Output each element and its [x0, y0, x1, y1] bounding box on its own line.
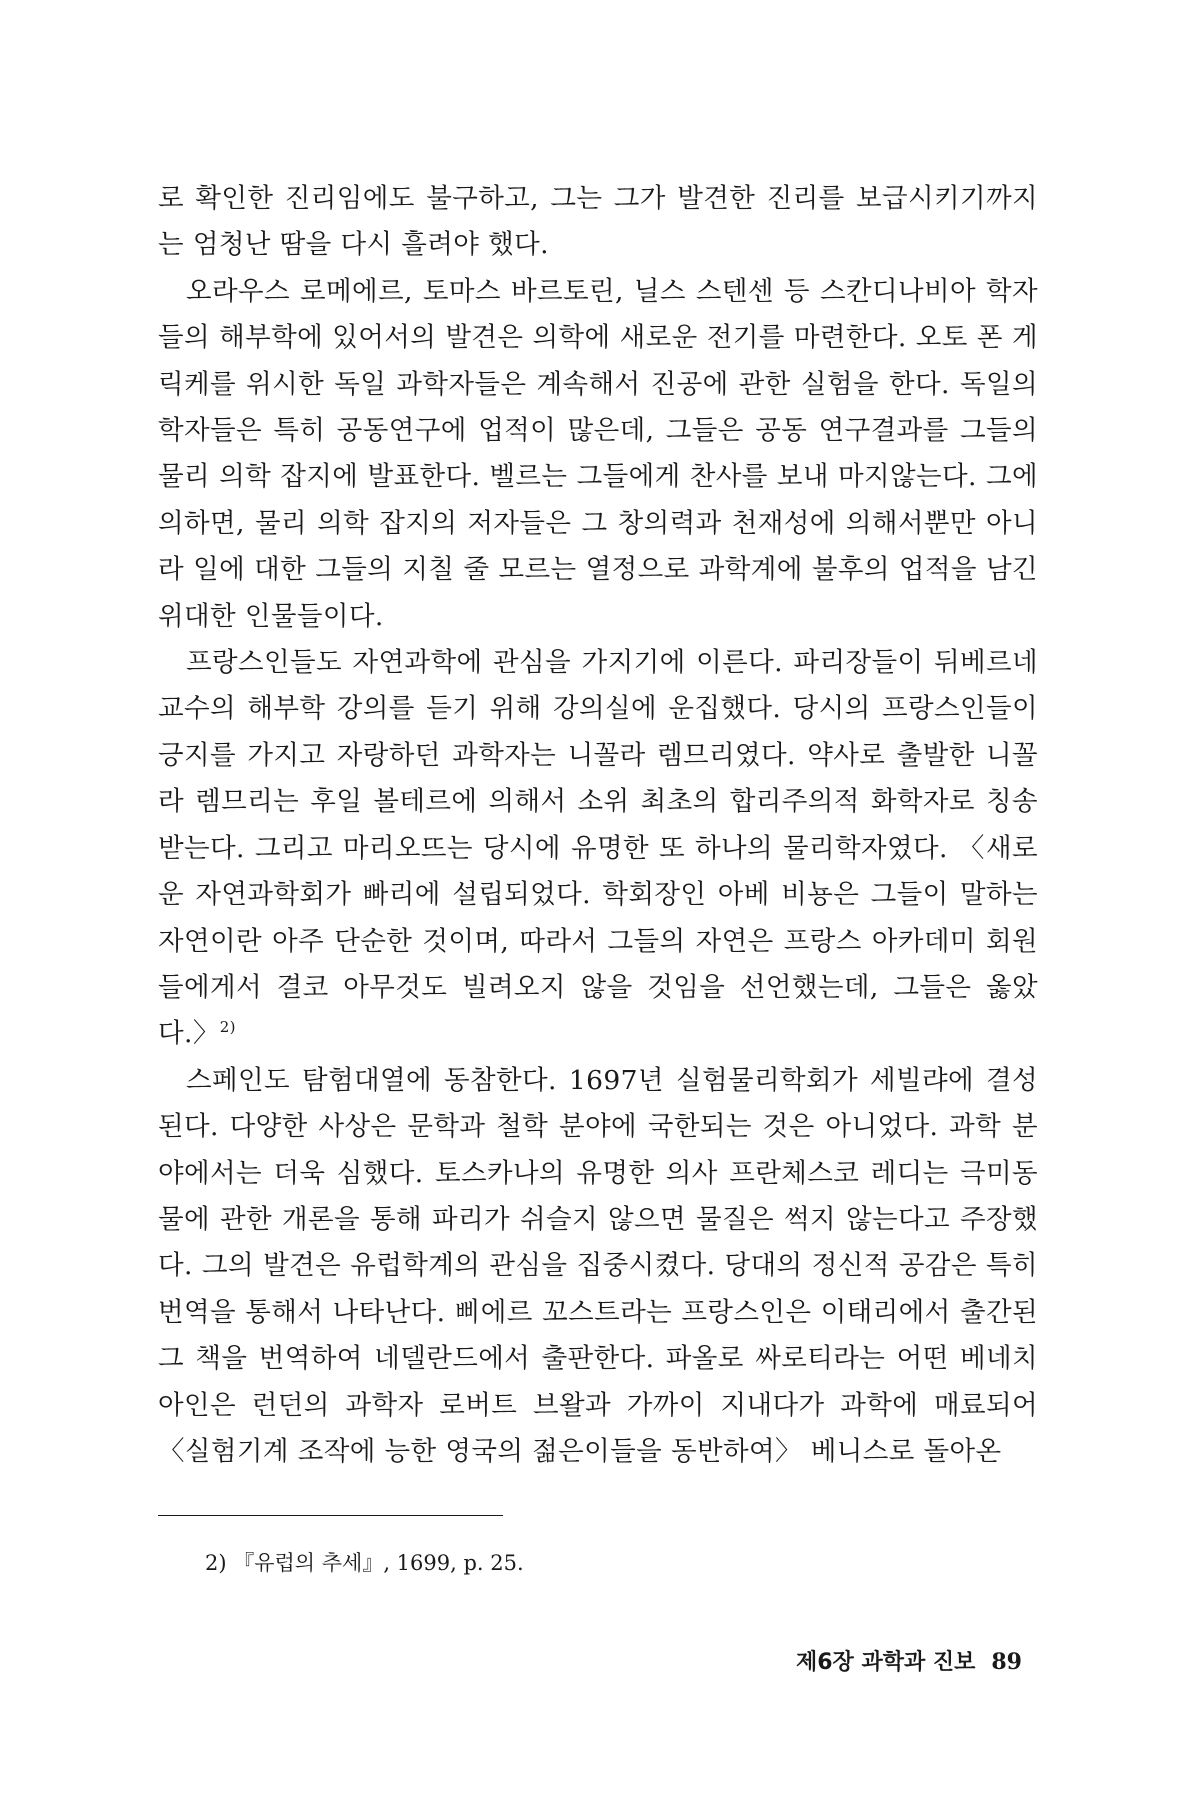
chapter-title: 제6장 과학과 진보	[795, 1650, 976, 1675]
footnote: 2) 『유럽의 추세』, 1699, p. 25.	[205, 1551, 524, 1575]
paragraph-continued: 로 확인한 진리임에도 불구하고, 그는 그가 발견한 진리를 보급시키기까지는 엄청난 땀을 다시 흘려야 했다.	[158, 183, 1038, 261]
body-text	[158, 176, 1038, 1475]
paragraph-spain-italy: 스페인도 탐험대열에 동참한다. 1697년 실험물리학회가 세빌랴에 결성된다. 다양한 사상은 문학과 철학 분야에 국한되는 것은 아니었다. 과학 분야에서는 더욱 심했다. 토스카나의 유명한 의사 프란체스코 레디는 극미동물에 관한 개론을 통해 파리가 쉬슬지 않으면 물질은 썩지 않는다고 주장했다. 그의 발견은 유럽학계의 관심을 집중시켰다. 당대의 정신적 공감은 특히 번역을 통해서 나타난다. 삐에르 꼬스트라는 프랑스인은 이태리에서 출간된 그 책을 번역하여 네델란드에서 출판한다. 파올로 싸로티라는 어떤 베네치아인은 런던의 과학자 로버트 브왈과 가까이 지내다가 과학에 매료되어 〈실험기계 조작에 능한 영국의 젊은이들을 동반하여〉 베니스로 돌아온	[158, 1064, 1038, 1467]
paragraph-scandinavian-scholars: 오라우스 로메에르, 토마스 바르토린, 닐스 스텐센 등 스칸디나비아 학자들의 해부학에 있어서의 발견은 의학에 새로운 전기를 마련한다. 오토 폰 게릭케를 위시한 독일 과학자들은 계속해서 진공에 관한 실험을 한다. 독일의 학자들은 특히 공동연구에 업적이 많은데, 그들은 공동 연구결과를 그들의 물리 의학 잡지에 발표한다. 벨르는 그들에게 찬사를 보내 마지않는다. 그에 의하면, 물리 의학 잡지의 저자들은 그 창의력과 천재성에 의해서뿐만 아니라 일에 대한 그들의 지칠 줄 모르는 열정으로 과학계에 불후의 업적을 남긴 위대한 인물들이다.	[158, 275, 1038, 632]
running-footer	[796, 1647, 1022, 1678]
footnote-marker: 2)	[219, 1018, 236, 1037]
paragraph-french-science: 프랑스인들도 자연과학에 관심을 가지기에 이른다. 파리장들이 뒤베르네 교수의 해부학 강의를 듣기 위해 강의실에 운집했다. 당시의 프랑스인들이 긍지를 가지고 자랑하던 과학자는 니꼴라 렘므리였다. 약사로 출발한 니꼴라 렘므리는 후일 볼테르에 의해서 소위 최초의 합리주의적 화학자로 칭송받는다. 그리고 마리오뜨는 당시에 유명한 또 하나의 물리학자였다. 〈새로운 자연과학회가 빠리에 설립되었다. 학회장인 아베 비뇽은 그들이 말하는 자연이란 아주 단순한 것이며, 따라서 그들의 자연은 프랑스 아카데미 회원들에게서 결코 아무것도 빌려오지 않을 것임을 선언했는데, 그들은 옳았다.〉$^{2)}$	[158, 647, 1038, 1050]
page-number: 89	[991, 1649, 1022, 1675]
footnote-rule	[158, 1515, 503, 1516]
